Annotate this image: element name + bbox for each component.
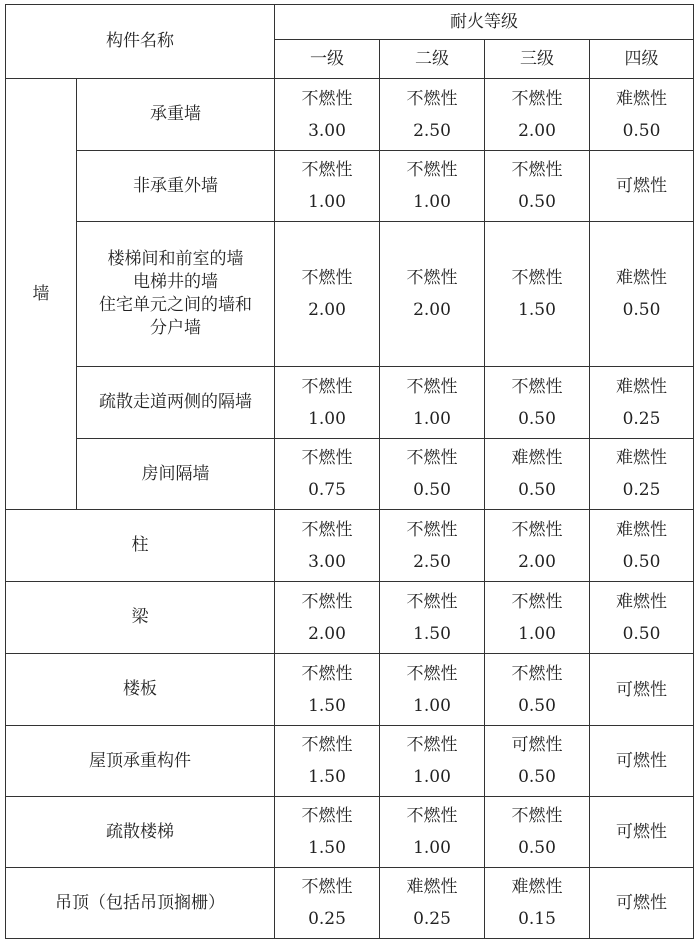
table-cell: 不燃性 1.50: [275, 654, 380, 726]
table-cell: 不燃性 0.50: [485, 151, 590, 222]
header-level-3: 三级: [485, 40, 590, 79]
table-cell: 不燃性 2.00: [275, 222, 380, 367]
table-row: [6, 367, 694, 439]
table-cell: 不燃性 1.00: [380, 654, 485, 726]
table-cell: 可燃性 0.50: [485, 726, 590, 797]
table-cell: 不燃性 1.00: [485, 582, 590, 654]
component-name: 楼板: [6, 654, 275, 726]
component-name: 楼梯间和前室的墙 电梯井的墙 住宅单元之间的墙和 分户墙: [77, 222, 275, 367]
table-row: [6, 726, 694, 797]
fire-resistance-table: [5, 4, 694, 939]
table-row: [6, 797, 694, 868]
table-row: [6, 868, 694, 939]
component-name: 承重墙: [77, 79, 275, 151]
table-cell: 难燃性 0.25: [380, 868, 485, 939]
component-name: 疏散走道两侧的隔墙: [77, 367, 275, 439]
table-cell: 不燃性 2.50: [380, 510, 485, 582]
component-name: 房间隔墙: [77, 439, 275, 510]
table-cell: 难燃性 0.50: [590, 222, 694, 367]
table-cell: 不燃性 0.75: [275, 439, 380, 510]
table-cell: 可燃性: [590, 726, 694, 797]
table-cell: 不燃性 2.50: [380, 79, 485, 151]
table-cell: 难燃性 0.50: [590, 582, 694, 654]
table-row: [6, 439, 694, 510]
table-cell: 可燃性: [590, 797, 694, 868]
header-fire-rating: 耐火等级: [275, 5, 694, 40]
table-cell: 不燃性 2.00: [380, 222, 485, 367]
component-name: 疏散楼梯: [6, 797, 275, 868]
header-level-2: 二级: [380, 40, 485, 79]
table-cell: 不燃性 0.25: [275, 868, 380, 939]
table-cell: 不燃性 1.50: [275, 726, 380, 797]
header-component-name: 构件名称: [6, 5, 275, 79]
table-cell: 可燃性: [590, 151, 694, 222]
table-row: [6, 510, 694, 582]
table-cell: 不燃性 2.00: [275, 582, 380, 654]
table-cell: 难燃性 0.25: [590, 367, 694, 439]
header-level-4: 四级: [590, 40, 694, 79]
table-row: [6, 151, 694, 222]
table-cell: 不燃性 0.50: [485, 654, 590, 726]
table-cell: 不燃性 1.00: [380, 151, 485, 222]
table-row: [6, 582, 694, 654]
table-cell: 可燃性: [590, 868, 694, 939]
wall-group-label: 墙: [6, 79, 77, 510]
table-cell: 难燃性 0.50: [485, 439, 590, 510]
table-cell: 不燃性 0.50: [485, 367, 590, 439]
component-name: 非承重外墙: [77, 151, 275, 222]
table-cell: 难燃性 0.15: [485, 868, 590, 939]
table-cell: 不燃性 1.00: [275, 367, 380, 439]
table-cell: 难燃性 0.50: [590, 79, 694, 151]
table-cell: 不燃性 1.00: [380, 726, 485, 797]
header-level-1: 一级: [275, 40, 380, 79]
table-cell: 不燃性 1.50: [485, 222, 590, 367]
component-name: 屋顶承重构件: [6, 726, 275, 797]
table-row: [6, 654, 694, 726]
component-name: 柱: [6, 510, 275, 582]
table-cell: 不燃性 1.00: [275, 151, 380, 222]
table-cell: 难燃性 0.25: [590, 439, 694, 510]
table-cell: 不燃性 0.50: [485, 797, 590, 868]
table-cell: 不燃性 1.00: [380, 797, 485, 868]
table-cell: 难燃性 0.50: [590, 510, 694, 582]
component-name: 吊顶（包括吊顶搁栅）: [6, 868, 275, 939]
table-cell: 不燃性 2.00: [485, 510, 590, 582]
table-cell: 不燃性 1.50: [275, 797, 380, 868]
component-name: 梁: [6, 582, 275, 654]
table-row: [6, 79, 694, 151]
table-cell: 不燃性 1.50: [380, 582, 485, 654]
table-cell: 不燃性 0.50: [380, 439, 485, 510]
table-row: [6, 222, 694, 367]
table-cell: 不燃性 2.00: [485, 79, 590, 151]
table-cell: 不燃性 1.00: [380, 367, 485, 439]
table-cell: 不燃性 3.00: [275, 79, 380, 151]
table-cell: 可燃性: [590, 654, 694, 726]
table-cell: 不燃性 3.00: [275, 510, 380, 582]
